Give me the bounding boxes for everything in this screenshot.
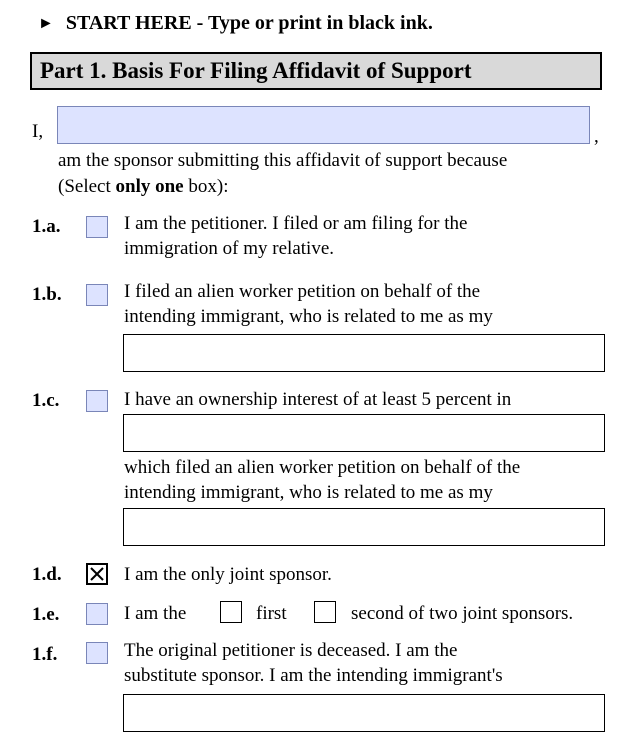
- item-1a-label: 1.a.: [32, 216, 61, 237]
- arrow-right-icon: ►: [38, 14, 54, 32]
- item-1b-line-1: I filed an alien worker petition on behalf of the: [124, 281, 481, 302]
- item-1c-line-3: intending immigrant, who is related to me as my: [124, 482, 493, 503]
- item-1d-line-1: I am the only joint sponsor.: [124, 564, 332, 585]
- intro-comma: ,: [594, 126, 599, 147]
- item-1c-label: 1.c.: [32, 390, 60, 411]
- intro-line-1: am the sponsor submitting this affidavit of support because: [58, 150, 508, 171]
- part-1-header: Part 1. Basis For Filing Affidavit of Support: [30, 52, 602, 90]
- start-here-instruction: [38, 12, 433, 35]
- intro-line-2-bold: only one: [115, 176, 184, 197]
- item-1d-label: 1.d.: [32, 564, 62, 585]
- intro-prefix: I,: [32, 121, 44, 142]
- item-1c-checkbox[interactable]: [86, 390, 108, 412]
- item-1c-line-2: which filed an alien worker petition on behalf of the: [124, 457, 521, 478]
- item-1e-first-label: first: [256, 603, 287, 624]
- start-here-text: START HERE - Type or print in black ink.: [65, 12, 433, 34]
- item-1b-line-2: intending immigrant, who is related to me as my: [124, 306, 493, 327]
- item-1a-line-2: immigration of my relative.: [124, 238, 335, 259]
- intro-line-2: [58, 174, 228, 199]
- item-1b-label: 1.b.: [32, 284, 62, 305]
- item-1f-checkbox[interactable]: [86, 642, 108, 664]
- intro-line-2-pre: (Select: [58, 176, 116, 197]
- item-1e-text: I am the: [124, 603, 187, 624]
- item-1e-label: 1.e.: [32, 604, 60, 625]
- item-1e-checkbox[interactable]: [86, 603, 108, 625]
- intro-line-2-post: box):: [183, 176, 229, 197]
- item-1e-second-label: second of two joint sponsors.: [351, 603, 574, 624]
- item-1f-label: 1.f.: [32, 644, 58, 665]
- item-1c-relationship-input[interactable]: [123, 508, 605, 546]
- item-1b-relationship-input[interactable]: [123, 334, 605, 372]
- item-1f-line-1: The original petitioner is deceased. I am the: [124, 640, 458, 661]
- item-1d-checkbox[interactable]: [86, 563, 108, 585]
- check-x-icon: [88, 565, 106, 583]
- item-1a-line-1: I am the petitioner. I filed or am filing for the: [124, 213, 468, 234]
- sponsor-name-input[interactable]: [57, 106, 590, 144]
- item-1f-relationship-input[interactable]: [123, 694, 605, 732]
- item-1a-checkbox[interactable]: [86, 216, 108, 238]
- item-1e-second-checkbox[interactable]: [314, 601, 336, 623]
- item-1c-line-1: I have an ownership interest of at least 5 percent in: [124, 389, 512, 410]
- item-1e-first-checkbox[interactable]: [220, 601, 242, 623]
- item-1c-company-input[interactable]: [123, 414, 605, 452]
- item-1f-line-2: substitute sponsor. I am the intending immigrant's: [124, 665, 503, 686]
- item-1b-checkbox[interactable]: [86, 284, 108, 306]
